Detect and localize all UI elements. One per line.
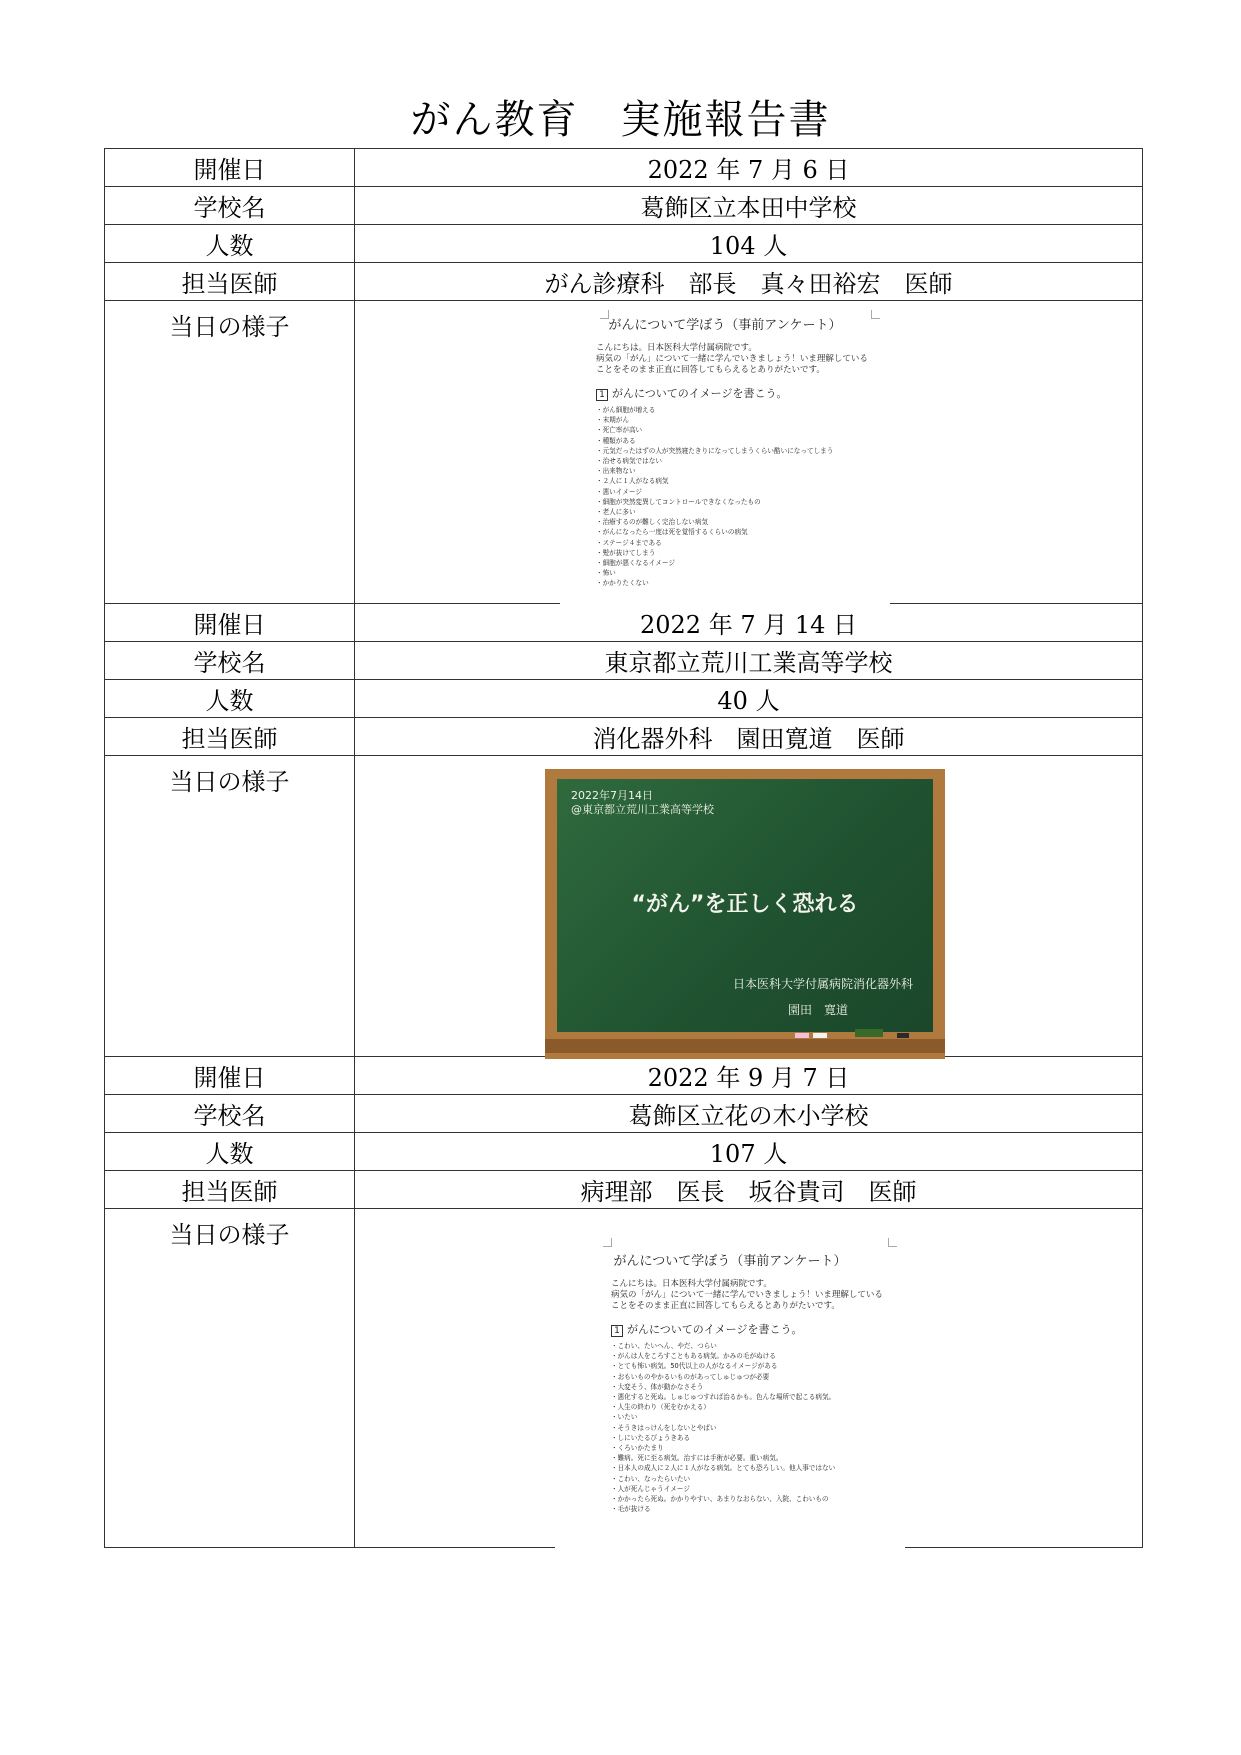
table-row	[105, 187, 1143, 225]
value-doctor: がん診療科 部長 真々田裕宏 医師	[355, 263, 1143, 301]
label-count: 人数	[105, 680, 355, 718]
answer-item: ・かかったら死ぬ。かかりやすい、あまりなおらない、入院、こわいもの	[611, 1495, 829, 1504]
board-department: 日本医科大学付属病院消化器外科	[732, 977, 913, 991]
answer-item: ・怖い	[596, 569, 616, 578]
answer-item: ・大変そう、体が動かなさそう	[611, 1382, 704, 1391]
label-scene: 当日の様子	[105, 301, 355, 604]
label-doctor: 担当医師	[105, 1171, 355, 1209]
answer-item: ・細胞が悪くなるイメージ	[596, 559, 675, 568]
table-row	[105, 225, 1143, 263]
answer-item: ・がんは人をころすこともある病気。かみの毛がぬける	[611, 1352, 776, 1361]
table-row	[105, 1095, 1143, 1133]
chalk-piece	[813, 1033, 827, 1038]
question-number: 1	[596, 389, 608, 401]
page-corner-mark	[603, 1238, 612, 1247]
answer-item: ・髪が抜けてしまう	[596, 548, 656, 557]
answer-item: ・毛が抜ける	[611, 1505, 651, 1514]
answer-list	[555, 1341, 905, 1514]
chalk-ledge	[545, 1039, 945, 1053]
label-school: 学校名	[105, 642, 355, 680]
board-place: @東京都立荒川工業高等学校	[571, 803, 714, 816]
label-scene: 当日の様子	[105, 756, 355, 1057]
value-doctor: 病理部 医長 坂谷貴司 医師	[355, 1171, 1143, 1209]
label-count: 人数	[105, 1133, 355, 1171]
table-row	[105, 642, 1143, 680]
document-title: がん教育 実施報告書	[410, 97, 831, 143]
survey-intro	[555, 1279, 905, 1312]
label-school: 学校名	[105, 187, 355, 225]
answer-item: ・難病。死に至る病気。治すには手術が必要。重い病気。	[611, 1454, 783, 1463]
answer-item: ・人が死んじゃうイメージ	[611, 1484, 690, 1493]
table-row	[105, 680, 1143, 718]
value-school: 葛飾区立本田中学校	[355, 187, 1143, 225]
board-date: 2022年7月14日	[571, 789, 653, 802]
answer-item: ・種類がある	[596, 436, 636, 445]
answer-item: ・老人に多い	[596, 508, 636, 517]
answer-item: ・くろいかたまり	[611, 1444, 664, 1453]
survey-intro-line: ことをそのまま正直に回答してもらえるとありがたいです。	[611, 1301, 840, 1311]
survey-title: がんについて学ぼう（事前アンケート）	[613, 1254, 847, 1269]
survey-intro-line: 病気の「がん」について一緒に学んでいきましょう！いま理解している	[596, 354, 868, 364]
answer-item: ・２人に１人がなる病気	[596, 477, 669, 486]
table-row	[105, 604, 1143, 642]
page-corner-mark	[600, 310, 609, 319]
question-text: がんについてのイメージを書こう。	[612, 387, 788, 400]
table-row	[105, 263, 1143, 301]
answer-item: ・悪化すると死ぬ。しゅじゅつすれば治るかも。色んな場所で起こる病気。	[611, 1393, 836, 1402]
label-doctor: 担当医師	[105, 718, 355, 756]
survey-document-image-2	[555, 1238, 905, 1548]
answer-item: ・ステージ４まである	[596, 538, 662, 547]
answer-item: ・人生の終わり（死をむかえる）	[611, 1403, 710, 1412]
answer-item: ・おもいものやかるいものがあってしゅじゅつが必要	[611, 1372, 770, 1381]
survey-intro-line: ことをそのまま正直に回答してもらえるとありがたいです。	[596, 365, 825, 375]
value-school: 東京都立荒川工業高等学校	[355, 642, 1143, 680]
answer-item: ・こわい、たいへん、やだ、つらい	[611, 1342, 717, 1350]
survey-intro-line: 病気の「がん」について一緒に学んでいきましょう！いま理解している	[611, 1290, 883, 1300]
label-count: 人数	[105, 225, 355, 263]
survey-question	[555, 1321, 905, 1337]
value-date: 2022 年 7 月 6 日	[355, 149, 1143, 187]
label-date: 開催日	[105, 604, 355, 642]
label-scene: 当日の様子	[105, 1209, 355, 1548]
value-doctor: 消化器外科 園田寛道 医師	[355, 718, 1143, 756]
survey-document-image-1	[560, 310, 890, 606]
answer-item: ・治せる病気ではない	[596, 457, 662, 466]
page-corner-mark	[888, 1238, 897, 1247]
table-row	[105, 1133, 1143, 1171]
label-date: 開催日	[105, 149, 355, 187]
answer-item: ・いたい	[611, 1413, 638, 1422]
table-row	[105, 1171, 1143, 1209]
label-date: 開催日	[105, 1057, 355, 1095]
answer-item: ・悪いイメージ	[596, 487, 642, 496]
answer-item: ・元気だったはずの人が突然寝たきりになってしまうくらい酷いになってしまう	[596, 446, 834, 455]
chalkboard-slide-image	[545, 769, 945, 1059]
answer-item: ・とても怖い病気。50代以上の人がなるイメージがある	[611, 1362, 778, 1371]
value-count: 104 人	[355, 225, 1143, 263]
answer-item: ・がん細胞が増える	[596, 406, 656, 414]
chalkboard-surface	[557, 779, 933, 1032]
answer-item: ・がんになったら一度は死を覚悟するくらいの病気	[596, 528, 748, 537]
eraser	[855, 1029, 883, 1037]
survey-question	[560, 385, 890, 401]
value-date: 2022 年 9 月 7 日	[355, 1057, 1143, 1095]
table-row	[105, 718, 1143, 756]
answer-item: ・日本人の成人に２人に１人がなる病気。とても恐ろしい。他人事ではない	[611, 1464, 836, 1473]
question-number: 1	[611, 1325, 623, 1337]
answer-item: ・かかりたくない	[596, 579, 649, 588]
answer-item: ・こわい、なったらいたい	[611, 1474, 691, 1483]
question-text: がんについてのイメージを書こう。	[627, 1323, 803, 1336]
chalk-piece	[897, 1033, 909, 1038]
answer-item: ・そうきはっけんをしないとやばい	[611, 1423, 717, 1432]
value-date: 2022 年 7 月 14 日	[355, 604, 1143, 642]
answer-item: ・治療するのが難しく完治しない病気	[596, 518, 709, 527]
survey-title: がんについて学ぼう（事前アンケート）	[608, 318, 842, 333]
answer-item: ・死亡率が高い	[596, 426, 643, 435]
board-headline: “がん”を正しく恐れる	[631, 892, 859, 917]
answer-item: ・細胞が突然変異してコントロールできなくなったもの	[596, 497, 761, 506]
chalk-piece	[795, 1033, 809, 1038]
table-row	[105, 149, 1143, 187]
value-count: 40 人	[355, 680, 1143, 718]
table-row	[105, 1057, 1143, 1095]
page-corner-mark	[871, 310, 880, 319]
survey-intro-line: こんにちは。日本医科大学付属病院です。	[611, 1279, 772, 1289]
answer-item: ・出来物ない	[596, 467, 636, 476]
answer-list	[560, 405, 890, 589]
label-school: 学校名	[105, 1095, 355, 1133]
survey-intro-line: こんにちは。日本医科大学付属病院です。	[596, 343, 757, 353]
value-school: 葛飾区立花の木小学校	[355, 1095, 1143, 1133]
answer-item: ・しにいたるびょうきある	[611, 1433, 691, 1442]
label-doctor: 担当医師	[105, 263, 355, 301]
survey-intro	[560, 343, 890, 376]
board-presenter: 園田 寛道	[787, 1003, 848, 1017]
value-count: 107 人	[355, 1133, 1143, 1171]
answer-item: ・末期がん	[596, 416, 629, 425]
